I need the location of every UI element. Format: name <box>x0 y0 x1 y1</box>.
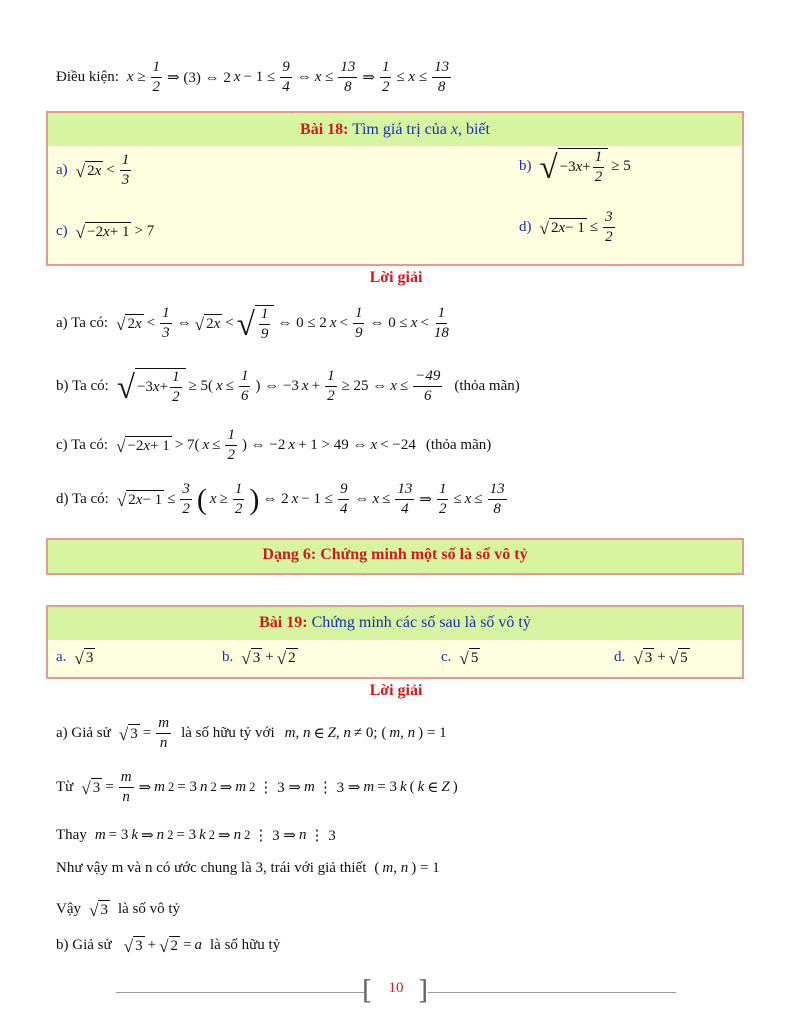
exercise-18-part-b <box>519 148 631 185</box>
solution-heading-19: Lời giải <box>369 682 423 699</box>
sol-c-label: c) Ta có: <box>56 437 108 453</box>
exercise-19-prompt: Chứng minh các số sau là số vô tỷ <box>311 614 531 631</box>
part-c-label: c) <box>56 223 68 239</box>
exercise-18-box <box>46 111 744 266</box>
solution-19-a-intro <box>56 716 447 751</box>
exercise-18-part-c <box>56 222 154 241</box>
sol-c-satisfied: (thỏa mãn) <box>425 437 492 453</box>
footer-bracket-right: ] <box>418 976 429 1006</box>
condition-math: x ≥ $\frac{1}{2}$ ⇒ (3) ⇔ 2 x − 1 ≤ $\frac{9}{4}$ ⇔ x ≤ $\frac{13}{8}$ ⇒ $\frac{1}{2}$ ≤ x ≤ $\frac{13}{8}$ <box>126 59 450 95</box>
sol19-vay-label: Vậy <box>56 901 81 917</box>
solution-19-b-intro <box>56 936 280 955</box>
section-6-title: Dạng 6: Chứng minh một số là số vô tỷ <box>262 546 528 563</box>
exercise-18-prompt: Tìm giá trị của <box>352 121 447 138</box>
solution-19-from <box>56 770 458 805</box>
exercise-19-box <box>46 605 744 679</box>
p19-a-math: √ 3 <box>74 648 94 668</box>
part-c-math: √ −2 x + 1 > 7 <box>75 222 155 242</box>
solution-19-vay <box>56 900 180 919</box>
sol-b-satisfied: (thỏa mãn) <box>454 378 520 394</box>
part-b-label: b) <box>519 158 532 174</box>
exercise-18-prompt-end: , biết <box>457 121 490 138</box>
sol19-a-intro: a) Giả sử <box>56 725 111 741</box>
part-d-label: d) <box>519 219 532 235</box>
sol-b-label: b) Ta có: <box>56 378 109 394</box>
sol19-thay-label: Thay <box>56 827 87 843</box>
exercise-18-title: Bài 18: <box>300 121 349 138</box>
sol-d-label: d) Ta có: <box>56 491 109 507</box>
sol-d-math: √ 2 x − 1 ≤ $\frac{3}{2}$ ( x ≥ $\frac{1}{2}$ ) ⇔ 2 x − 1 ≤ $\frac{9}{4}$ ⇔ x ≤ $\frac{13}{4}$ ⇒ $\frac{1}{2}$ ≤ x ≤ $\frac{13}{8}$ <box>116 481 505 517</box>
footer-line-left <box>116 992 364 993</box>
footer-line-right <box>428 992 676 993</box>
sol19-from-label: Từ <box>56 779 74 795</box>
part-a-math: √ 2 x < $\frac{1}{3}$ <box>75 152 130 188</box>
sol-c-math: √ −2 x + 1 > 7( x ≤ $\frac{1}{2}$ ) ⇔ −2 x + 1 > 49 ⇔ x < −24 <box>115 427 416 463</box>
section-6-box <box>46 538 744 575</box>
exercise-19-part-a <box>56 648 95 667</box>
condition-label: Điều kiện: <box>56 69 119 85</box>
p19-a-label: a. <box>56 649 67 665</box>
sol19-vay-end: là số vô tỷ <box>117 901 181 917</box>
solution-18-b <box>56 368 520 405</box>
p19-c-math: √ 5 <box>459 648 479 668</box>
part-a-label: a) <box>56 162 68 178</box>
sol19-a-eq: √ 3 = $\frac{m}{n}$ <box>118 715 170 751</box>
sol19-b-math: √ 3 + √ 2 = a <box>123 936 202 956</box>
sol19-thay-math: m = 3 k ⇒ n 2 = 3 k 2 ⇒ n 2 ⋮ 3 ⇒ n ⋮ 3 <box>94 827 336 844</box>
sol19-conclusion-math: ( m, n ) = 1 <box>374 860 440 876</box>
sol19-vay-math: √ 3 <box>89 900 108 920</box>
exercise-18-part-d <box>519 210 617 245</box>
exercise-18-header <box>48 113 742 146</box>
condition-line <box>56 60 453 95</box>
footer-bracket-left: [ <box>362 976 373 1006</box>
part-b-math: √ −3 x + $\frac{1}{2}$ ≥ 5 <box>539 149 631 186</box>
exercise-19-title: Bài 19: <box>259 614 308 631</box>
sol-a-label: a) Ta có: <box>56 315 108 331</box>
p19-d-math: √ 3 + √ 5 <box>633 648 688 668</box>
part-d-math: √ 2 x − 1 ≤ $\frac{3}{2}$ <box>539 209 613 245</box>
p19-c-label: c. <box>441 649 452 665</box>
exercise-18-var: x <box>450 121 458 138</box>
exercise-19-part-c <box>441 648 480 667</box>
sol-b-math: √ −3 x + $\frac{1}{2}$ ≥ 5( x ≤ $\frac{1}{6}$ ) ⇔ −3 x + $\frac{1}{2}$ ≥ 25 ⇔ x ≤ $\frac{-49}{6}$ <box>116 368 441 406</box>
sol19-conclusion-text: Như vậy m và n có ước chung là 3, trái với giả thiết <box>56 860 367 876</box>
exercise-19-header <box>48 607 742 640</box>
solution-18-c <box>56 428 491 463</box>
p19-b-label: b. <box>222 649 234 665</box>
solution-19-conclusion <box>56 860 440 877</box>
sol-a-math: √ 2 x < $\frac{1}{3}$ ⇔ √ 2 x < √ $\frac{1}{9}$ ⇔ 0 ≤ 2 x < $\frac{1}{9}$ ⇔ 0 ≤ x < $\frac{1}{18}$ <box>115 305 449 343</box>
p19-b-math: √ 3 + √ 2 <box>241 648 296 668</box>
sol19-b-end: là số hữu tỷ <box>210 937 281 953</box>
sol19-b-intro: b) Giả sử <box>56 937 112 953</box>
solution-18-a <box>56 305 451 342</box>
p19-d-label: d. <box>614 649 626 665</box>
exercise-19-part-d <box>614 648 690 667</box>
solution-18-d <box>56 482 509 517</box>
solution-heading-18: Lời giải <box>369 269 423 286</box>
section-6-header <box>48 540 742 573</box>
page-number: 10 <box>388 980 404 996</box>
exercise-19-part-b <box>222 648 298 667</box>
solution-19-thay <box>56 826 336 845</box>
sol19-from-math: √ 3 = $\frac{m}{n}$ ⇒ m 2 = 3 n 2 ⇒ m 2 ⋮ 3 ⇒ m ⋮ 3 ⇒ m = 3 k ( k ∈ Z ) <box>81 769 458 805</box>
exercise-18-part-a <box>56 153 133 188</box>
sol19-a-mid: là số hữu tỷ với <box>181 725 275 741</box>
sol19-a-cond: m, n ∈ Z, n ≠ 0; ( m, n ) = 1 <box>284 725 447 742</box>
